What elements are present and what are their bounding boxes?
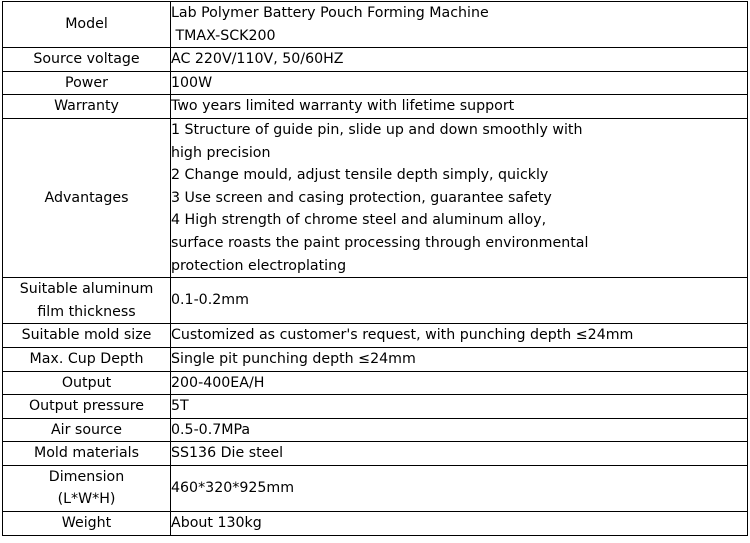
row-label-air-source: Air source: [3, 418, 171, 442]
row-value-mold-materials: SS136 Die steel: [171, 442, 748, 466]
row-value-dimension: 460*320*925mm: [171, 465, 748, 511]
table-row: [3, 2, 748, 48]
table-row: [3, 465, 748, 511]
row-label-warranty: Warranty: [3, 95, 171, 119]
row-value-cup-depth: Single pit punching depth ≤24mm: [171, 347, 748, 371]
row-label-power: Power: [3, 71, 171, 95]
row-label-dimension: Dimension (L*W*H): [3, 465, 171, 511]
row-value-output-pressure: 5T: [171, 395, 748, 419]
table-row: [3, 278, 748, 324]
row-label-film-thickness: Suitable aluminum film thickness: [3, 278, 171, 324]
row-label-mold-materials: Mold materials: [3, 442, 171, 466]
table-row: [3, 418, 748, 442]
row-value-source-voltage: AC 220V/110V, 50/60HZ: [171, 48, 748, 72]
row-value-model: Lab Polymer Battery Pouch Forming Machine TMAX-SCK200: [171, 2, 748, 48]
row-value-air-source: 0.5-0.7MPa: [171, 418, 748, 442]
row-label-model: Model: [3, 2, 171, 48]
row-value-power: 100W: [171, 71, 748, 95]
table-row: [3, 512, 748, 536]
row-label-mold-size: Suitable mold size: [3, 324, 171, 348]
row-value-weight: About 130kg: [171, 512, 748, 536]
row-value-warranty: Two years limited warranty with lifetime support: [171, 95, 748, 119]
table-row: [3, 95, 748, 119]
table-row: [3, 118, 748, 277]
row-label-advantages: Advantages: [3, 118, 171, 277]
row-label-weight: Weight: [3, 512, 171, 536]
row-value-mold-size: Customized as customer's request, with punching depth ≤24mm: [171, 324, 748, 348]
table-row: [3, 324, 748, 348]
spec-table: [2, 1, 748, 536]
row-label-cup-depth: Max. Cup Depth: [3, 347, 171, 371]
row-value-output: 200-400EA/H: [171, 371, 748, 395]
row-value-film-thickness: 0.1-0.2mm: [171, 278, 748, 324]
row-value-advantages: 1 Structure of guide pin, slide up and down smoothly with high precision 2 Change mould, adjust tensile depth simply, quickly 3 Use screen and casing protection, guarantee safety 4 High strength of chrome steel and aluminum alloy, surface roasts the paint processing through environmental protection electroplating: [171, 118, 748, 277]
table-row: [3, 347, 748, 371]
table-row: [3, 442, 748, 466]
table-row: [3, 395, 748, 419]
table-row: [3, 48, 748, 72]
row-label-output: Output: [3, 371, 171, 395]
table-row: [3, 71, 748, 95]
row-label-output-pressure: Output pressure: [3, 395, 171, 419]
table-row: [3, 371, 748, 395]
row-label-source-voltage: Source voltage: [3, 48, 171, 72]
